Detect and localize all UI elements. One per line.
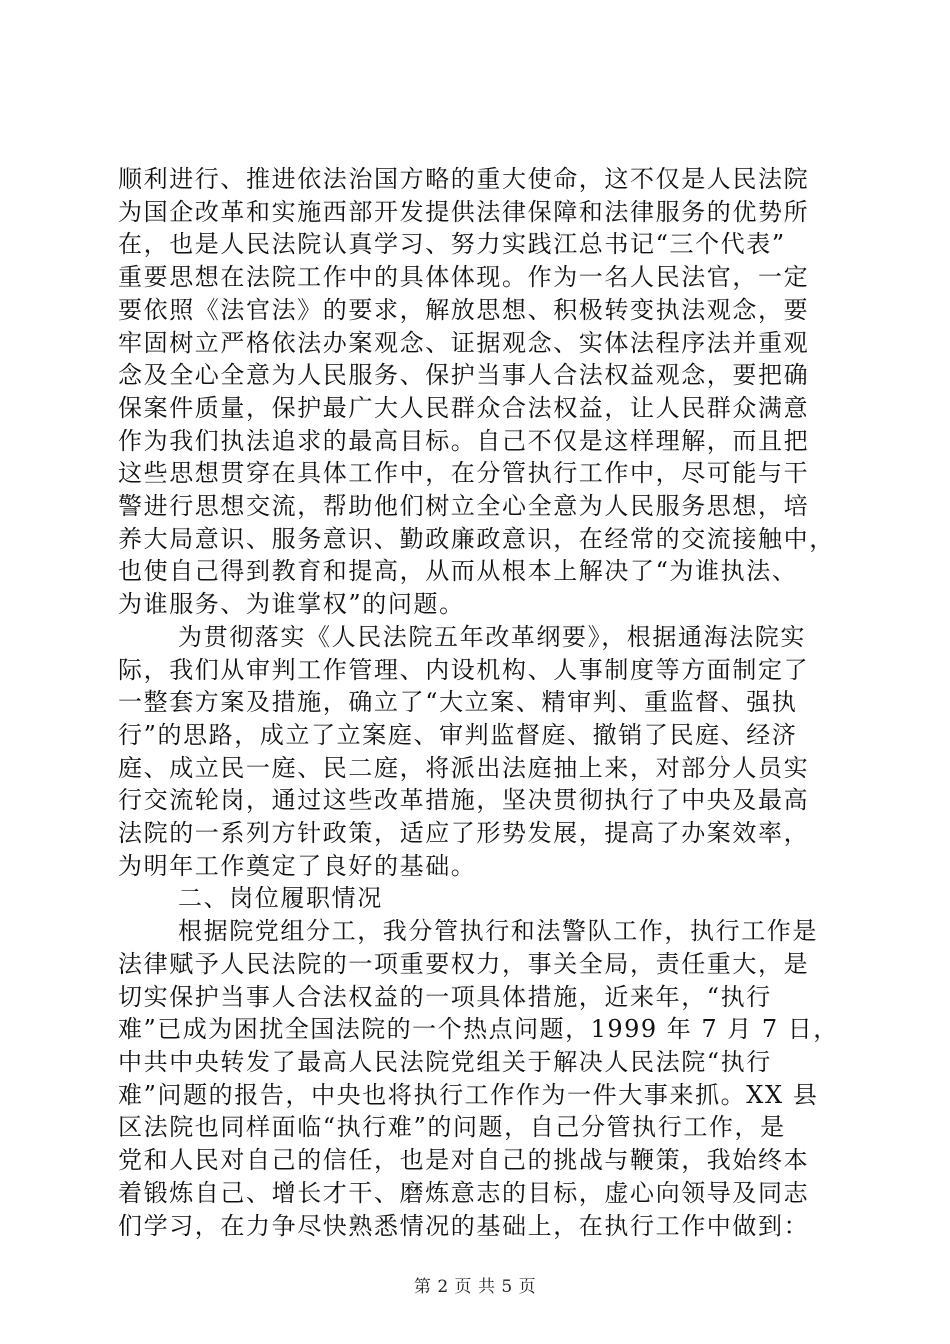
text-line: 难”问题的报告，中央也将执行工作作为一件大事来抓。XX 县 (118, 1080, 819, 1109)
text-line: 区法院也同样面临“执行难”的问题，自己分管执行工作，是 (118, 1113, 786, 1142)
paragraph-1 (118, 163, 840, 621)
text-line: 着锻炼自己、增长才干、磨炼意志的目标，虚心向领导及同志 (118, 1178, 810, 1207)
paragraph-3 (118, 915, 840, 1242)
text-line: 们学习，在力争尽快熟悉情况的基础上，在执行工作中做到： (118, 1211, 810, 1240)
text-line: 也使自己得到教育和提高，从而从根本上解决了“为谁执法、 (118, 557, 798, 586)
text-line: 法律赋予人民法院的一项重要权力，事关全局，责任重大，是 (118, 949, 810, 978)
document-body (118, 163, 840, 1242)
text-line: 际，我们从审判工作管理、内设机构、人事制度等方面制定了 (118, 655, 810, 684)
text-line: 根据院党组分工，我分管执行和法警队工作，执行工作是 (178, 917, 818, 946)
text-line: 法院的一系列方针政策，适应了形势发展，提高了办案效率， (118, 819, 810, 848)
paragraph-2 (118, 621, 840, 883)
text-line: 这些思想贯穿在具体工作中，在分管执行工作中，尽可能与干 (118, 459, 810, 488)
text-line: 中共中央转发了最高人民法院党组关于解决人民法院“执行 (118, 1047, 772, 1076)
text-line: 顺利进行、推进依法治国方略的重大使命，这不仅是人民法院 (118, 165, 810, 193)
text-line: 在，也是人民法院认真学习、努力实践江总书记“三个代表” (118, 230, 786, 259)
text-line: 切实保护当事人合法权益的一项具体措施，近来年，“执行 (118, 982, 772, 1011)
text-line: 养大局意识、服务意识、勤政廉政意识，在经常的交流接触中， (118, 524, 835, 553)
text-line: 庭、成立民一庭、民二庭，将派出法庭抽上来，对部分人员实 (118, 753, 810, 782)
text-line: 行交流轮岗，通过这些改革措施，坚决贯彻执行了中央及最高 (118, 786, 810, 815)
text-line: 一整套方案及措施，确立了“大立案、精审判、重监督、强执 (118, 688, 798, 717)
text-line: 难”已成为困扰全国法院的一个热点问题，1999 年 7 月 7 日， (118, 1015, 839, 1044)
text-line: 为明年工作奠定了良好的基础。 (118, 851, 477, 880)
section-heading-text: 二、岗位履职情况 (178, 884, 383, 913)
text-line: 为谁服务、为谁掌权”的问题。 (118, 590, 465, 619)
text-line: 行”的思路，成立了立案庭、审判监督庭、撤销了民庭、经济 (118, 720, 798, 749)
text-line: 警进行思想交流，帮助他们树立全心全意为人民服务思想，培 (118, 492, 810, 521)
page-number: 第 2 页 共 5 页 (413, 1277, 537, 1297)
text-line: 重要思想在法院工作中的具体体现。作为一名人民法官，一定 (118, 263, 810, 292)
text-line: 牢固树立严格依法办案观念、证据观念、实体法程序法并重观 (118, 328, 810, 357)
text-line: 党和人民对自己的信任，也是对自己的挑战与鞭策，我始终本 (118, 1146, 810, 1175)
text-line: 为国企改革和实施西部开发提供法律保障和法律服务的优势所 (118, 197, 810, 226)
section-heading (118, 882, 840, 915)
text-line: 作为我们执法追求的最高目标。自己不仅是这样理解，而且把 (118, 426, 810, 455)
text-line: 为贯彻落实《人民法院五年改革纲要》，根据通海法院实 (178, 622, 806, 651)
text-line: 要依照《法官法》的要求，解放思想、积极转变执法观念，要 (118, 295, 810, 324)
text-line: 保案件质量，保护最广大人民群众合法权益，让人民群众满意 (118, 393, 810, 422)
text-line: 念及全心全意为人民服务、保护当事人合法权益观念，要把确 (118, 361, 810, 390)
